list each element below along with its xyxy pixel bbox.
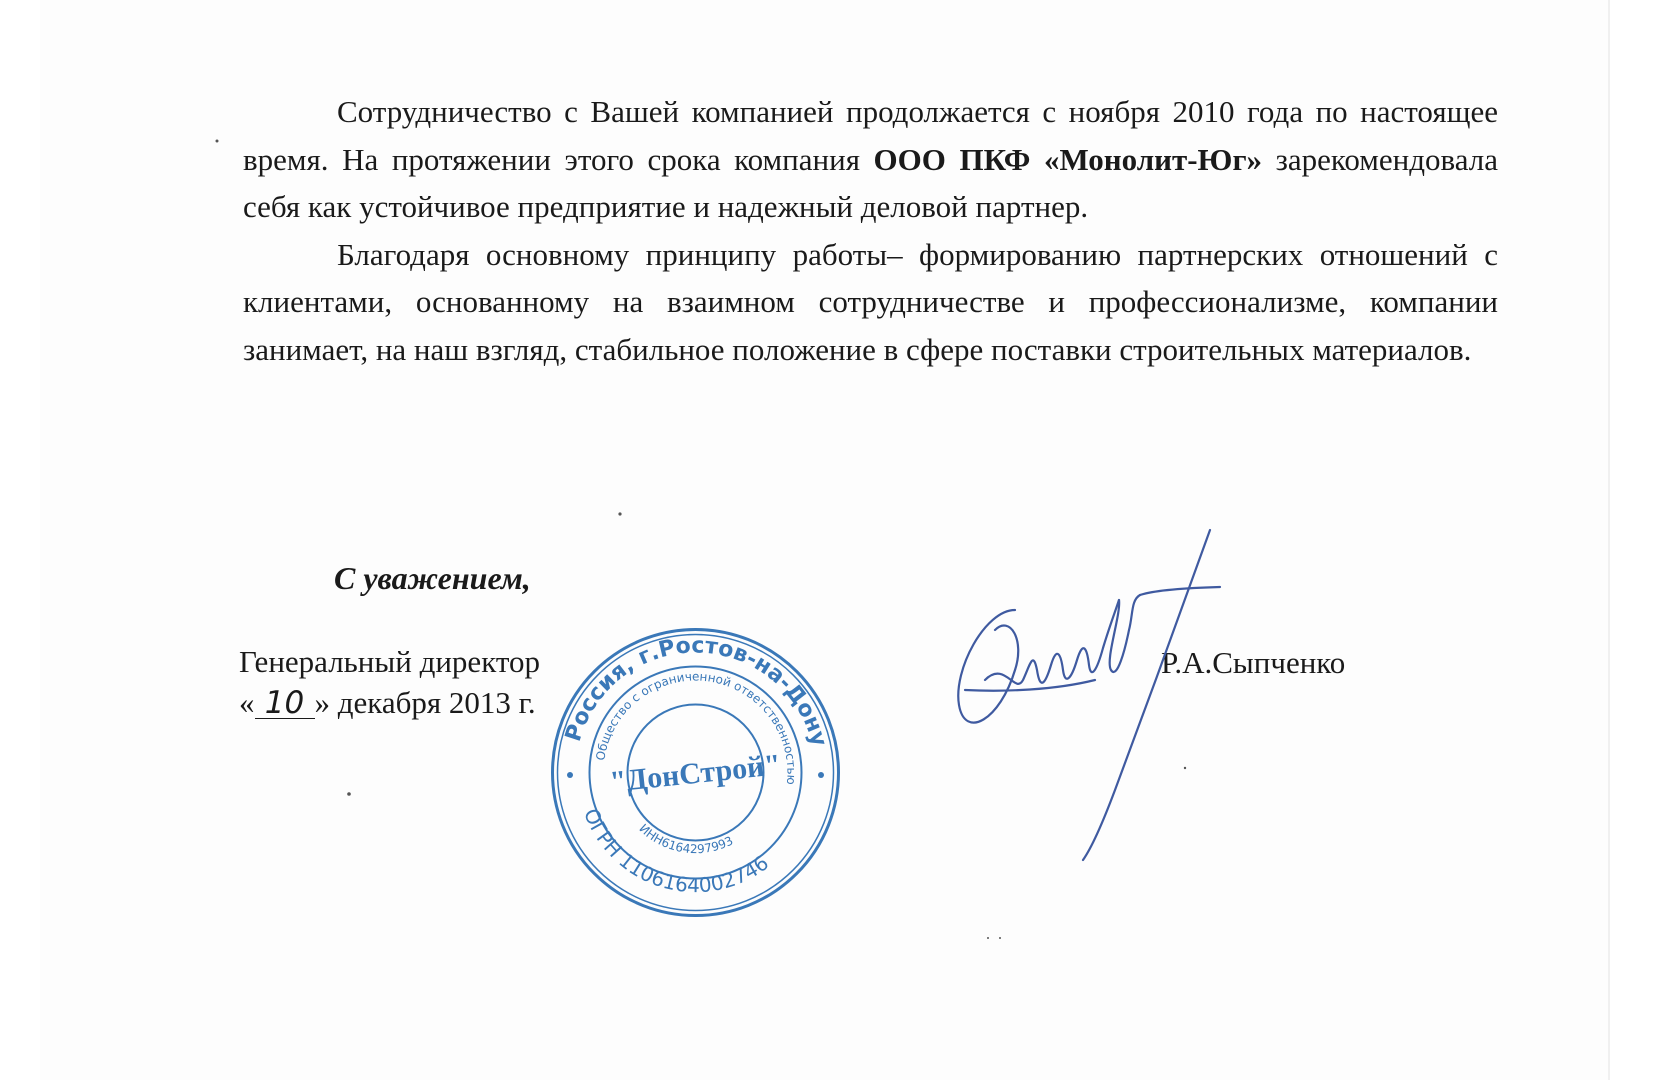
stamp-inner-text: Общество с ограниченной ответственностью xyxy=(593,669,799,786)
stamp-inn-text: ИНН6164297993 xyxy=(636,821,736,857)
closing-phrase: С уважением, xyxy=(334,560,531,596)
signatory-title: Генеральный директор xyxy=(239,644,540,679)
date-rest: » декабря 2013 г. xyxy=(314,685,536,720)
paragraph-text: Сотрудничество с Вашей компанией продолжается с ноября 2010 года по настоящее время. На протяжении этого срока компания xyxy=(243,94,1498,177)
letter-date xyxy=(239,685,536,721)
signatory-name: Р.А.Сыпченко xyxy=(1161,645,1346,680)
stamp-ogrn-text: ОГРН 1106164002746 xyxy=(578,804,774,898)
stamp-center-text: "ДонСтрой" xyxy=(608,748,783,799)
letter-body xyxy=(243,88,1498,373)
date-day-handwritten: 10 xyxy=(255,688,315,719)
handwritten-signature xyxy=(945,520,1235,865)
company-stamp xyxy=(548,625,843,920)
company-name: ООО ПКФ «Монолит-Юг» xyxy=(873,141,1263,177)
paragraph-text: зарекомендовала себя как устойчивое предприятие и надежный деловой партнер. xyxy=(243,141,1499,224)
stamp-outer-text: Россия, г.Ростов-на-Дону xyxy=(560,633,832,750)
paragraph-cooperation xyxy=(243,88,1498,231)
date-quote: « xyxy=(239,685,255,720)
paragraph-principle: Благодаря основному принципу работы– формированию партнерских отношений с клиентами, основанному на взаимном сотрудничестве и профессионализме, компании занимает, на наш взгляд, стабильное положение в сфере поставки строительных материалов. xyxy=(243,236,1498,367)
